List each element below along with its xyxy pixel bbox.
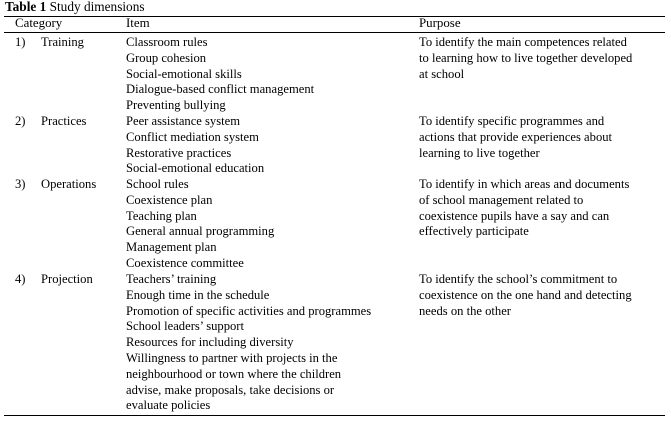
row-item: Social-emotional skills <box>126 66 242 81</box>
row-item: Dialogue-based conflict management <box>126 82 315 97</box>
header-rule <box>4 32 665 33</box>
row-item: School rules <box>126 177 189 191</box>
row-purpose-line: to learning how to live together developed <box>419 50 633 65</box>
row-number: 4) <box>15 272 26 286</box>
top-rule <box>4 16 665 17</box>
row-item: Classroom rules <box>126 35 208 49</box>
table-caption-label: Table 1 <box>5 0 47 14</box>
row-item: advise, make proposals, take decisions or <box>126 382 335 397</box>
row-purpose-line: actions that provide experiences about <box>419 129 613 144</box>
row-item: General annual programming <box>126 224 275 239</box>
row-item: Group cohesion <box>126 50 207 65</box>
row-item: Preventing bullying <box>126 98 226 113</box>
row-item: Teachers’ training <box>126 272 217 286</box>
row-item: Peer assistance system <box>126 114 241 128</box>
row-category: Practices <box>41 114 87 128</box>
row-category: Operations <box>41 177 97 191</box>
row-item: Willingness to partner with projects in the <box>126 351 338 365</box>
row-number: 1) <box>15 35 26 49</box>
row-number: 3) <box>15 177 26 191</box>
header-category: Category <box>15 16 63 30</box>
row-item: Restorative practices <box>126 145 232 160</box>
row-number: 2) <box>15 114 26 128</box>
row-purpose-line: To identify the school’s commitment to <box>419 272 618 286</box>
row-purpose-line: coexistence on the one hand and detecting <box>419 287 632 302</box>
row-purpose-line: learning to live together <box>419 145 540 160</box>
header-purpose: Purpose <box>419 16 461 30</box>
row-purpose-line: To identify in which areas and documents <box>419 177 630 191</box>
row-item: Enough time in the schedule <box>126 287 270 302</box>
row-item: Management plan <box>126 240 217 255</box>
row-purpose-line: of school management related to <box>419 192 584 207</box>
table-caption <box>5 0 145 15</box>
bottom-rule <box>4 415 665 416</box>
row-purpose-line: effectively participate <box>419 224 529 239</box>
row-category: Training <box>41 35 84 49</box>
row-item: Teaching plan <box>126 208 197 223</box>
row-item: Resources for including diversity <box>126 335 294 350</box>
row-item: neighbourhood or town where the children <box>126 366 342 381</box>
row-item: School leaders’ support <box>126 319 244 334</box>
table-caption-text: Study dimensions <box>49 0 145 14</box>
row-purpose-line: To identify specific programmes and <box>419 114 605 128</box>
row-purpose-line: at school <box>419 66 465 81</box>
row-item: evaluate policies <box>126 398 211 413</box>
row-item: Conflict mediation system <box>126 129 259 144</box>
row-item: Social-emotional education <box>126 161 265 176</box>
row-purpose-line: needs on the other <box>419 303 511 318</box>
row-category: Projection <box>41 272 93 286</box>
row-item: Coexistence committee <box>126 256 244 270</box>
row-item: Promotion of specific activities and programmes <box>126 303 372 318</box>
row-purpose-line: coexistence pupils have a say and can <box>419 208 610 223</box>
header-item: Item <box>126 16 150 30</box>
row-item: Coexistence plan <box>126 192 213 207</box>
row-purpose-line: To identify the main competences related <box>419 35 627 49</box>
